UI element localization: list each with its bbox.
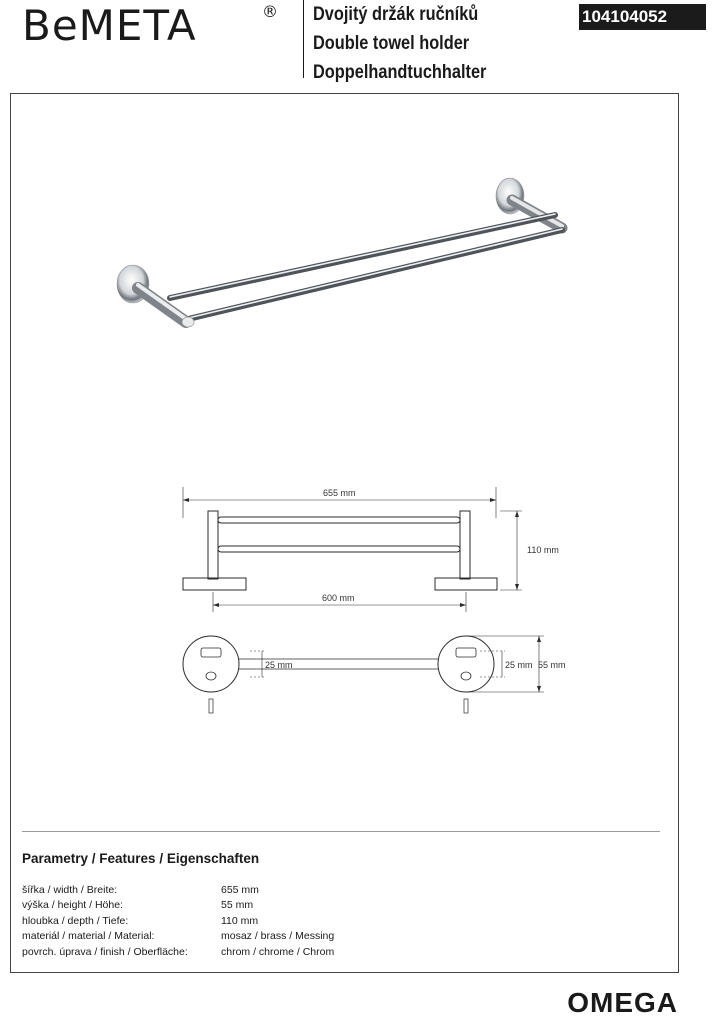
product-code-badge: 104104052 <box>579 4 706 30</box>
parameter-value: mosaz / brass / Messing <box>221 930 335 943</box>
dim-depth: 110 mm <box>527 545 559 555</box>
title-german: Doppelhandtuchhalter <box>313 62 487 83</box>
brand-logo: BeMETA <box>22 1 197 50</box>
dim-bracket-left: 25 mm <box>265 660 293 670</box>
parameter-label: šířka / width / Breite: <box>22 884 118 896</box>
parameter-value: chrom / chrome / Chrom <box>221 945 335 958</box>
parameter-value: 655 mm <box>221 884 259 896</box>
parameter-label: materiál / material / Material: <box>22 930 155 943</box>
parameter-label: povrch. úprava / finish / Oberfläche: <box>22 945 188 958</box>
series-name: OMEGA <box>567 987 678 1018</box>
section-divider <box>22 831 660 832</box>
parameters-heading: Parametry / Features / Eigenschaften <box>22 851 260 866</box>
parameter-label: hloubka / depth / Tiefe: <box>22 914 129 927</box>
title-english: Double towel holder <box>313 33 470 54</box>
parameter-value: 110 mm <box>221 914 259 927</box>
front-view-drawing <box>183 636 544 713</box>
dim-rosette: 55 mm <box>538 660 566 670</box>
dim-total-width: 655 mm <box>323 488 356 498</box>
dim-mount-spacing: 600 mm <box>322 593 355 603</box>
dim-bracket-right: 25 mm <box>505 660 533 670</box>
title-czech: Dvojitý držák ručníků <box>313 4 479 25</box>
parameter-label: výška / height / Höhe: <box>22 899 123 912</box>
product-photo <box>117 178 562 327</box>
parameter-value: 55 mm <box>221 899 254 912</box>
registered-mark: ® <box>262 2 278 21</box>
